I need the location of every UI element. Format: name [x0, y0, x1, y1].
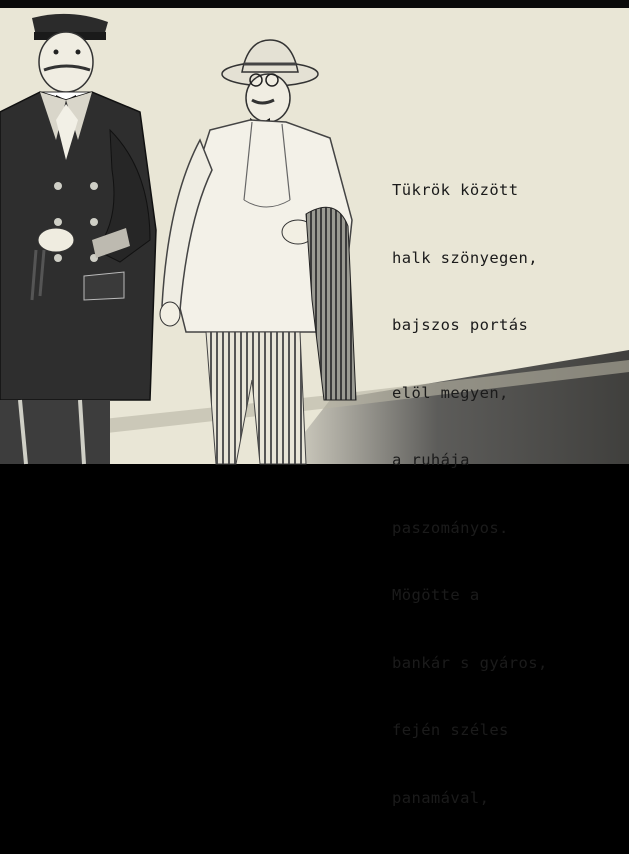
- poem-line: a ruhája: [392, 451, 470, 469]
- poem-line: paszományos.: [392, 518, 509, 537]
- poem-line: Tükrök között: [392, 181, 519, 199]
- porter-figure: [0, 14, 156, 464]
- poem-line: panamával,: [392, 788, 490, 807]
- poem-line: bankár s gyáros,: [392, 653, 548, 672]
- poem-line: fején széles: [392, 721, 509, 739]
- poem-line: bajszos portás: [392, 316, 529, 334]
- poem-line: halk szönyegen,: [392, 248, 538, 267]
- poem-text: [392, 134, 622, 854]
- poem-line: elöl megyen,: [392, 383, 509, 402]
- banker-figure: [160, 40, 356, 464]
- poem-line: Mögötte a: [392, 586, 480, 604]
